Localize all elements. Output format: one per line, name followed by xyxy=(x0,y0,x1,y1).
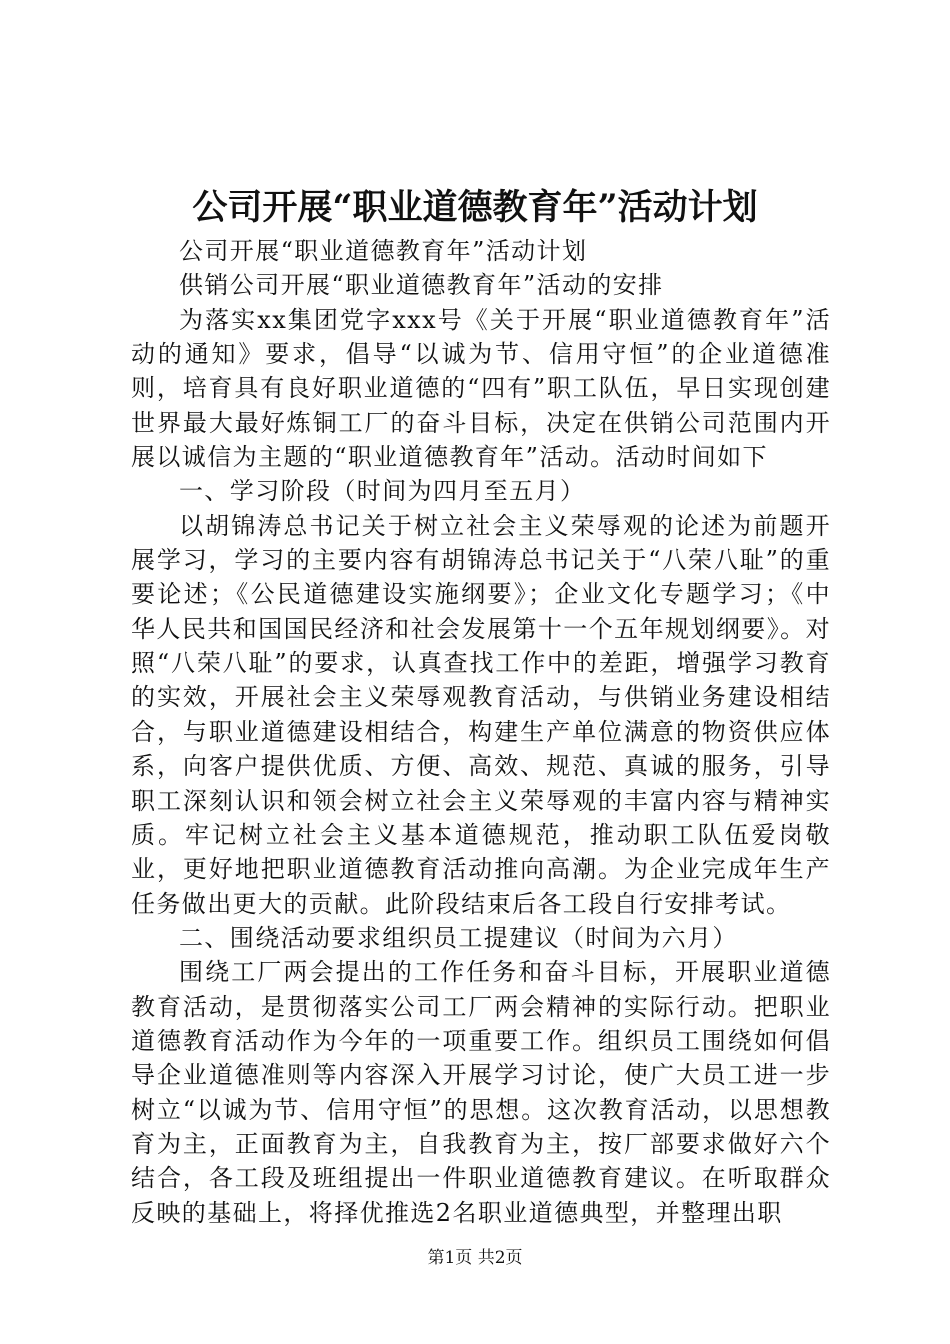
section-heading-2: 二、围绕活动要求组织员工提建议（时间为六月） xyxy=(179,923,738,952)
paragraph-subtitle: 公司开展“职业道德教育年”活动计划 xyxy=(179,237,588,265)
paragraph-heading: 供销公司开展“职业道德教育年”活动的安排 xyxy=(179,271,664,300)
document-title: 公司开展“职业道德教育年”活动计划 xyxy=(192,187,758,228)
document-body xyxy=(131,234,831,1230)
paragraph-section-2: 围绕工厂两会提出的工作任务和奋斗目标，开展职业道德教育活动，是贯彻落实公司工厂两会精神的实际行动。把职业道德教育活动作为今年的一项重要工作。组织员工围绕如何倡导企业道德准则等内容深入开展学习讨论，使广大员工进一步树立“以诚为节、信用守恒”的思想。这次教育活动，以思想教育为主，正面教育为主，自我教育为主，按厂部要求做好六个结合，各工段及班组提出一件职业道德教育建议。在听取群众反映的基础上，将择优推选2名职业道德典型，并整理出职 xyxy=(131,958,831,1227)
paragraph-section-1: 以胡锦涛总书记关于树立社会主义荣辱观的论述为前题开展学习，学习的主要内容有胡锦涛总书记关于“八荣八耻”的重要论述；《公民道德建设实施纲要》；企业文化专题学习；《中华人民共和国国民经济和社会发展第十一个五年规划纲要》。对照“八荣八耻”的要求，认真查找工作中的差距，增强学习教育的实效，开展社会主义荣辱观教育活动，与供销业务建设相结合，与职业道德建设相结合，构建生产单位满意的物资供应体系，向客户提供优质、方便、高效、规范、真诚的服务，引导职工深刻认识和领会树立社会主义荣辱观的丰富内容与精神实质。牢记树立社会主义基本道德规范，推动职工队伍爱岗敬业，更好地把职业道德教育活动推向高潮。为企业完成年生产任务做出更大的贡献。此阶段结束后各工段自行安排考试。 xyxy=(131,511,831,918)
page-footer: 第1页 共2页 xyxy=(427,1248,523,1268)
section-heading-1: 一、学习阶段（时间为四月至五月） xyxy=(179,477,586,506)
paragraph-intro: 为落实xx集团党字xxx号《关于开展“职业道德教育年”活动的通知》要求，倡导“以诚为节、信用守恒”的企业道德准则，培育具有良好职业道德的“四有”职工队伍，早日实现创建世界最大最好炼铜工厂的奋斗目标，决定在供销公司范围内开展以诚信为主题的“职业道德教育年”活动。活动时间如下 xyxy=(131,305,831,472)
